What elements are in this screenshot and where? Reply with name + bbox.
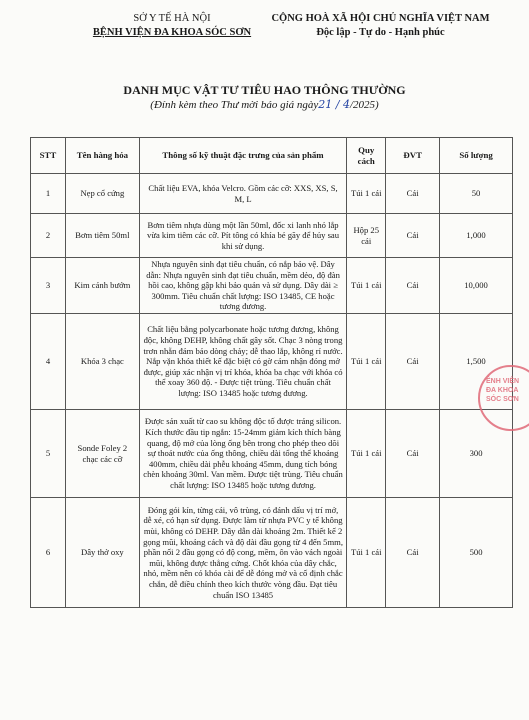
- cell-spec: Bơm tiêm nhựa dùng một lần 50ml, đốc xi lanh nhỏ lắp vừa kim tiêm các cỡ. Pít tông có khía bẻ gãy để hủy sau khi sử dụng.: [139, 214, 346, 258]
- supplies-table: [30, 137, 513, 608]
- table-row: [31, 410, 513, 498]
- cell-unit: Cái: [386, 214, 440, 258]
- cell-pack: Túi 1 cái: [347, 258, 386, 314]
- cell-stt: 5: [31, 410, 66, 498]
- header-name: Tên hàng hóa: [65, 138, 139, 174]
- cell-qty: 300: [440, 410, 513, 498]
- cell-spec: Nhựa nguyên sinh đạt tiêu chuẩn, có nắp bảo vệ. Dây dẫn: Nhựa nguyên sinh đạt tiêu chuẩn, mềm dẻo, độ đàn hồi cao, không gập khi bảo quản và sử dụng. Dây dài ≥ 300mm. Tiêu chuẩn chất lượng: ISO 13485, CE hoặc tương đương.: [139, 258, 346, 314]
- table-row: [31, 214, 513, 258]
- cell-stt: 3: [31, 258, 66, 314]
- country-name: CỘNG HOÀ XÃ HỘI CHỦ NGHĨA VIỆT NAM: [271, 13, 490, 24]
- cell-spec: Chất liệu EVA, khóa Velcro. Gồm các cỡ: XXS, XS, S, M, L: [139, 174, 346, 214]
- cell-qty: 1,500: [440, 314, 513, 410]
- cell-name: Kim cánh bướm: [65, 258, 139, 314]
- table-row: [31, 498, 513, 608]
- cell-name: Sonde Foley 2 chạc các cỡ: [65, 410, 139, 498]
- cell-stt: 1: [31, 174, 66, 214]
- table-header-row: [31, 138, 513, 174]
- cell-pack: Túi 1 cái: [347, 174, 386, 214]
- cell-spec: Đóng gói kín, từng cái, vô trùng, có đánh dấu vị trí mở, dễ xé, có hạn sử dụng. Được làm từ nhựa PVC y tế không mùi, không có DEHP. Dây dẫn dài khoảng 2m. Thiết kế 2 gọng mũi, khoảng cách và độ dài đầu gọng từ 4 đến 5mm, phần nối 2 đầu gọng có độ cong, mềm, ôn vào vách ngoài mũi, không được thẳng cứng. Chốt khóa của dây chắc, nhỏ, mềm nên có khóa cài để dễ đóng mở và cố định chắc chắn, dễ điều chỉnh theo kích thước vòng đầu. Đạt tiêu chuẩn ISO 13485: [139, 498, 346, 608]
- cell-stt: 4: [31, 314, 66, 410]
- cell-pack: Hộp 25 cái: [347, 214, 386, 258]
- cell-unit: Cái: [386, 410, 440, 498]
- table-row: [31, 314, 513, 410]
- cell-qty: 500: [440, 498, 513, 608]
- table-row: [31, 258, 513, 314]
- seal-line-2: ĐA KHOA: [486, 387, 519, 394]
- cell-name: Nẹp cổ cứng: [65, 174, 139, 214]
- cell-pack: Túi 1 cái: [347, 314, 386, 410]
- cell-unit: Cái: [386, 498, 440, 608]
- motto: Độc lập - Tự do - Hạnh phúc: [316, 27, 445, 38]
- header-qty: Số lượng: [440, 138, 513, 174]
- cell-qty: 10,000: [440, 258, 513, 314]
- cell-spec: Được sản xuất từ cao su không độc tố được tráng silicon. Kích thước đầu tip ngắn: 15-24mm giảm kích thích bàng quang, độ mở của lòng ống bên trong cho phép theo dõi sự thoát nước của ống thông, chiều dài tổng thể khoảng 400mm, chiều dài phễu khoảng 45mm, dung tích bóng chèn khoảng 30ml. Van mềm. Được tiệt trùng. Tiêu chuẩn chất lượng: ISO 13485 hoặc tương đương.: [139, 410, 346, 498]
- cell-unit: Cái: [386, 258, 440, 314]
- header-pack: Quy cách: [347, 138, 386, 174]
- header-unit: ĐVT: [386, 138, 440, 174]
- cell-pack: Túi 1 cái: [347, 410, 386, 498]
- cell-qty: 1,000: [440, 214, 513, 258]
- national-header: [248, 12, 513, 40]
- cell-name: Khóa 3 chạc: [65, 314, 139, 410]
- header-spec: Thông số kỹ thuật đặc trưng của sản phẩm: [139, 138, 346, 174]
- seal-line-1: ÊNH VIỆN: [486, 378, 520, 385]
- cell-unit: Cái: [386, 174, 440, 214]
- cell-stt: 2: [31, 214, 66, 258]
- table-row: [31, 174, 513, 214]
- document-title: DANH MỤC VẬT TƯ TIÊU HAO THÔNG THƯỜNG: [123, 83, 406, 97]
- subtitle-prefix: (Đính kèm theo Thư mời báo giá ngày: [150, 99, 319, 111]
- header-stt: STT: [31, 138, 66, 174]
- handwritten-date: 21 / 4: [318, 98, 350, 111]
- seal-line-3: SÓC SƠN: [486, 396, 519, 403]
- cell-spec: Chất liệu bằng polycarbonate hoặc tương đương, không độc, không DEHP, không chất gây sốt. Chạc 3 nòng trong trơn nhẵn đảm bảo dòng chảy; dễ thao lắp, không rỉ nước. Nắp vặn khóa thiết kế đặc biệt có gờ cảm nhận đóng mở được, giúp xác nhận vị trí khóa, khóa ba chạc với khóa có thể xoay 360 độ. - Được tiệt trùng. Tiêu chuẩn chất lượng: ISO 13485 hoặc tương đương.: [139, 314, 346, 410]
- cell-stt: 6: [31, 498, 66, 608]
- cell-qty: 50: [440, 174, 513, 214]
- document-subtitle: [0, 98, 529, 111]
- cell-name: Bơm tiêm 50ml: [65, 214, 139, 258]
- cell-pack: Túi 1 cái: [347, 498, 386, 608]
- cell-name: Dây thở oxy: [65, 498, 139, 608]
- cell-unit: Cái: [386, 314, 440, 410]
- hospital-name: BỆNH VIỆN ĐA KHOA SÓC SƠN: [92, 27, 252, 38]
- department-name: SỞ Y TẾ HÀ NỘI: [133, 13, 211, 24]
- subtitle-suffix: /2025): [349, 99, 379, 111]
